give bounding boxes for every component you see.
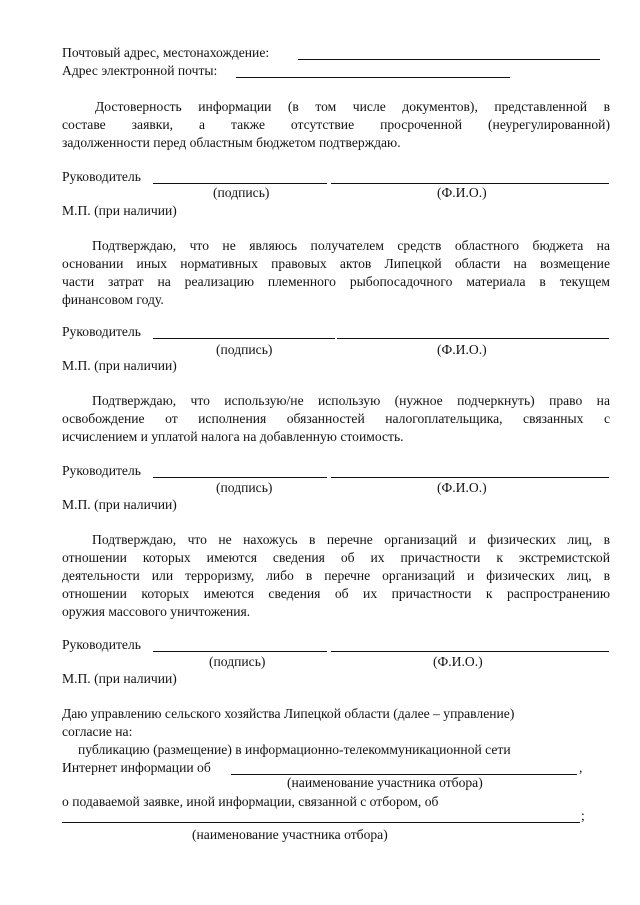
name-caption-4: (Ф.И.О.)	[433, 654, 483, 669]
block1-line-1: Достоверность информации (в том числе документов), представленной в	[95, 99, 610, 114]
signature-field-3[interactable]	[153, 477, 327, 478]
consent-line-4: Интернет информации об	[62, 760, 211, 775]
block4-line-2: отношении которых имеются сведения об их причастности к экстремистской	[62, 550, 610, 565]
consent-line-3: публикацию (размещение) в информационно-телекоммуникационной сети	[78, 742, 511, 757]
name-caption-2: (Ф.И.О.)	[437, 342, 487, 357]
stamp-note-4: М.П. (при наличии)	[62, 671, 177, 686]
block1-line-2: составе заявки, а также отсутствие просроченной (неурегулированной)	[62, 117, 610, 132]
name-caption-3: (Ф.И.О.)	[437, 480, 487, 495]
signature-field-4[interactable]	[153, 651, 327, 652]
block3-line-1: Подтверждаю, что использую/не использую (нужное подчеркнуть) право на	[92, 393, 610, 408]
block3-line-2: освобождение от исполнения обязанностей налогоплательщика, связанных с	[62, 411, 610, 426]
sign-caption-2: (подпись)	[216, 342, 273, 357]
participant-caption-1: (наименование участника отбора)	[287, 775, 483, 790]
block2-line-1: Подтверждаю, что не являюсь получателем средств областного бюджета на	[92, 238, 610, 253]
block4-line-4: отношении которых имеются сведения об их причастности к распространению	[62, 586, 610, 601]
postal-address-label: Почтовый адрес, местонахождение:	[62, 45, 270, 60]
block2-line-3: части затрат на реализацию племенного рыбопосадочного материала в текущем	[62, 274, 610, 289]
email-field[interactable]	[236, 77, 510, 78]
block2-line-2: основании иных нормативных правовых актов Липецкой области на возмещение	[62, 256, 610, 271]
stamp-note-3: М.П. (при наличии)	[62, 497, 177, 512]
participant-caption-2: (наименование участника отбора)	[192, 827, 388, 842]
stamp-note-2: М.П. (при наличии)	[62, 358, 177, 373]
consent-line-1: Даю управлению сельского хозяйства Липецкой области (далее – управление)	[62, 706, 515, 721]
name-field-2[interactable]	[337, 338, 609, 339]
stamp-note-1: М.П. (при наличии)	[62, 203, 177, 218]
signature-label-4: Руководитель	[62, 637, 141, 652]
signature-label-2: Руководитель	[62, 324, 141, 339]
block1-line-3: задолженности перед областным бюджетом подтверждаю.	[62, 135, 401, 150]
block4-line-3: деятельности или терроризму, либо в перечне организаций и физических лиц, в	[62, 568, 610, 583]
name-field-3[interactable]	[331, 477, 609, 478]
sign-caption-1: (подпись)	[213, 185, 270, 200]
consent-line-2: согласие на:	[62, 724, 133, 739]
sign-caption-3: (подпись)	[216, 480, 273, 495]
email-label: Адрес электронной почты:	[62, 63, 218, 78]
consent-line-6-end: ;	[581, 808, 585, 823]
signature-label-3: Руководитель	[62, 463, 141, 478]
participant-name-field-2[interactable]	[62, 822, 580, 823]
block4-line-5: оружия массового уничтожения.	[62, 604, 251, 619]
consent-line-5: о подаваемой заявке, иной информации, связанной с отбором, об	[62, 794, 439, 809]
signature-field-2[interactable]	[153, 338, 335, 339]
postal-address-field[interactable]	[298, 59, 600, 60]
block2-line-4: финансовом году.	[62, 292, 164, 307]
name-caption-1: (Ф.И.О.)	[437, 185, 487, 200]
sign-caption-4: (подпись)	[209, 654, 266, 669]
block4-line-1: Подтверждаю, что не нахожусь в перечне организаций и физических лиц, в	[92, 532, 610, 547]
block3-line-3: исчислением и уплатой налога на добавленную стоимость.	[62, 429, 404, 444]
name-field-4[interactable]	[331, 651, 609, 652]
signature-label-1: Руководитель	[62, 169, 141, 184]
consent-line-4-end: ,	[579, 760, 583, 775]
